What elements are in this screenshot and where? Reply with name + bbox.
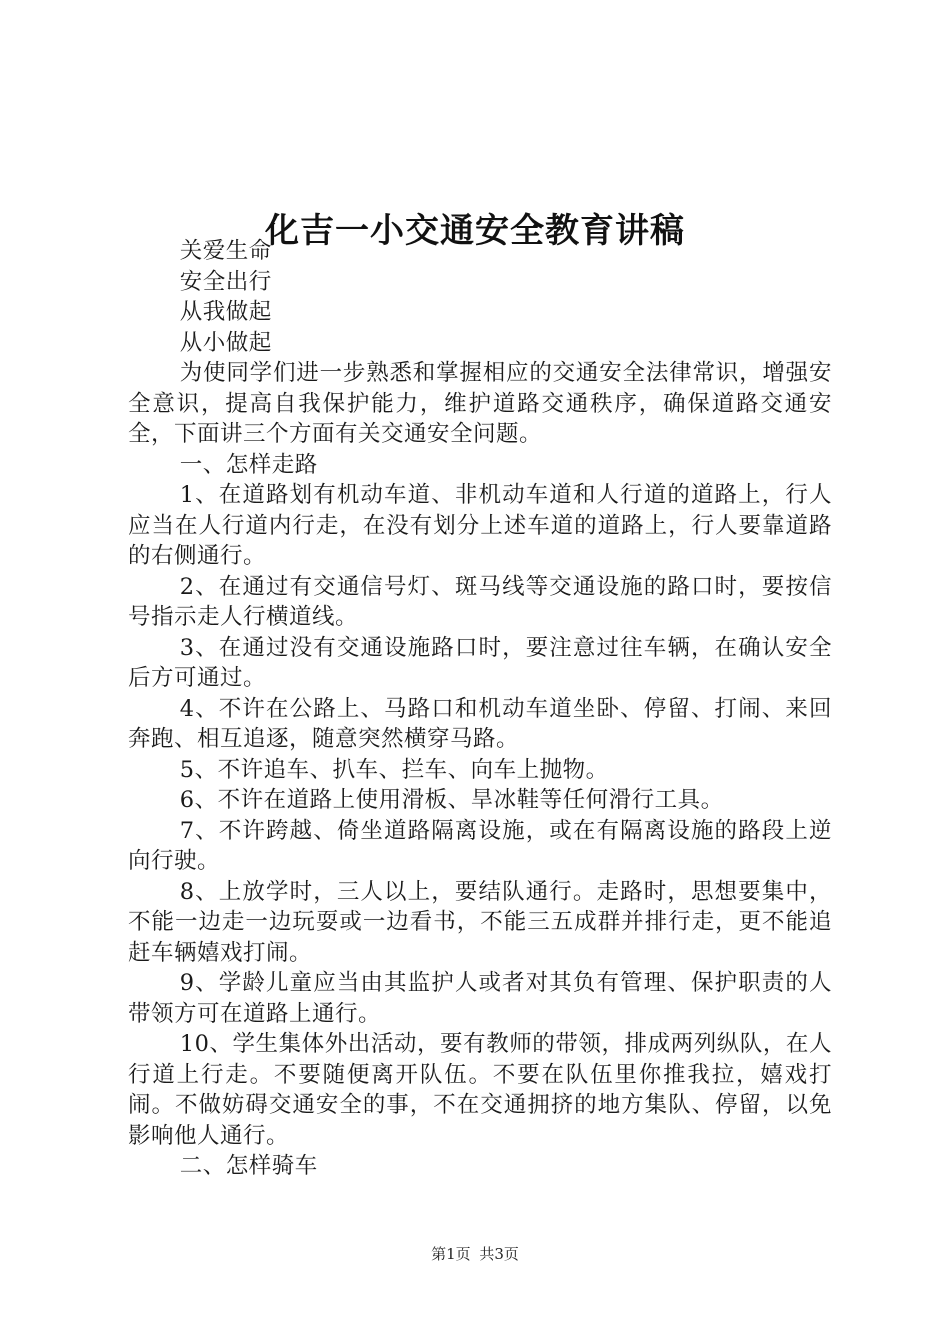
slogan-line: 安全出行 bbox=[179, 268, 272, 295]
rule-paragraph: 8、上放学时，三人以上，要结队通行。走路时，思想要集中，不能一边走一边玩耍或一边看书，不能三五成群并排行走，更不能追赶车辆嬉戏打闹。 bbox=[128, 878, 832, 966]
rule-paragraph: 7、不许跨越、倚坐道路隔离设施，或在有隔离设施的路段上逆向行驶。 bbox=[128, 817, 832, 874]
rule-paragraph: 6、不许在道路上使用滑板、旱冰鞋等任何滑行工具。 bbox=[179, 787, 724, 813]
section-heading: 二、怎样骑车 bbox=[179, 1153, 318, 1179]
slogan-line: 从我做起 bbox=[179, 299, 272, 325]
rule-paragraph: 10、学生集体外出活动，要有教师的带领，排成两列纵队，在人行道上行走。不要随便离开队伍。不要在队伍里你推我拉，嬉戏打闹。不做妨碍交通安全的事，不在交通拥挤的地方集队、停留，以免影响他人通行。 bbox=[128, 1031, 832, 1149]
rule-paragraph: 5、不许追车、扒车、拦车、向车上抛物。 bbox=[179, 756, 609, 783]
document-body bbox=[128, 236, 832, 1182]
rule-paragraph: 1、在道路划有机动车道、非机动车道和人行道的道路上，行人应当在人行道内行走，在没有划分上述车道的道路上，行人要靠道路的右侧通行。 bbox=[128, 482, 832, 569]
intro-paragraph: 为使同学们进一步熟悉和掌握相应的交通安全法律常识，增强安全意识，提高自我保护能力，维护道路交通秩序，确保道路交通安全，下面讲三个方面有关交通安全问题。 bbox=[128, 360, 832, 447]
document-title: 化吉一小交通安全教育讲稿 bbox=[265, 210, 685, 251]
slogan-line: 从小做起 bbox=[179, 329, 272, 356]
rule-paragraph: 4、不许在公路上、马路口和机动车道坐卧、停留、打闹、来回奔跑、相互追逐，随意突然横穿马路。 bbox=[128, 695, 832, 752]
page-footer: 第1页 共3页 bbox=[431, 1245, 519, 1263]
rule-paragraph: 3、在通过没有交通设施路口时，要注意过往车辆，在确认安全后方可通过。 bbox=[128, 634, 832, 691]
rule-paragraph: 9、学龄儿童应当由其监护人或者对其负有管理、保护职责的人带领方可在道路上通行。 bbox=[128, 970, 832, 1027]
slogan-line: 关爱生命 bbox=[179, 238, 272, 264]
section-heading: 一、怎样走路 bbox=[179, 451, 318, 478]
rule-paragraph: 2、在通过有交通信号灯、斑马线等交通设施的路口时，要按信号指示走人行横道线。 bbox=[128, 573, 832, 630]
